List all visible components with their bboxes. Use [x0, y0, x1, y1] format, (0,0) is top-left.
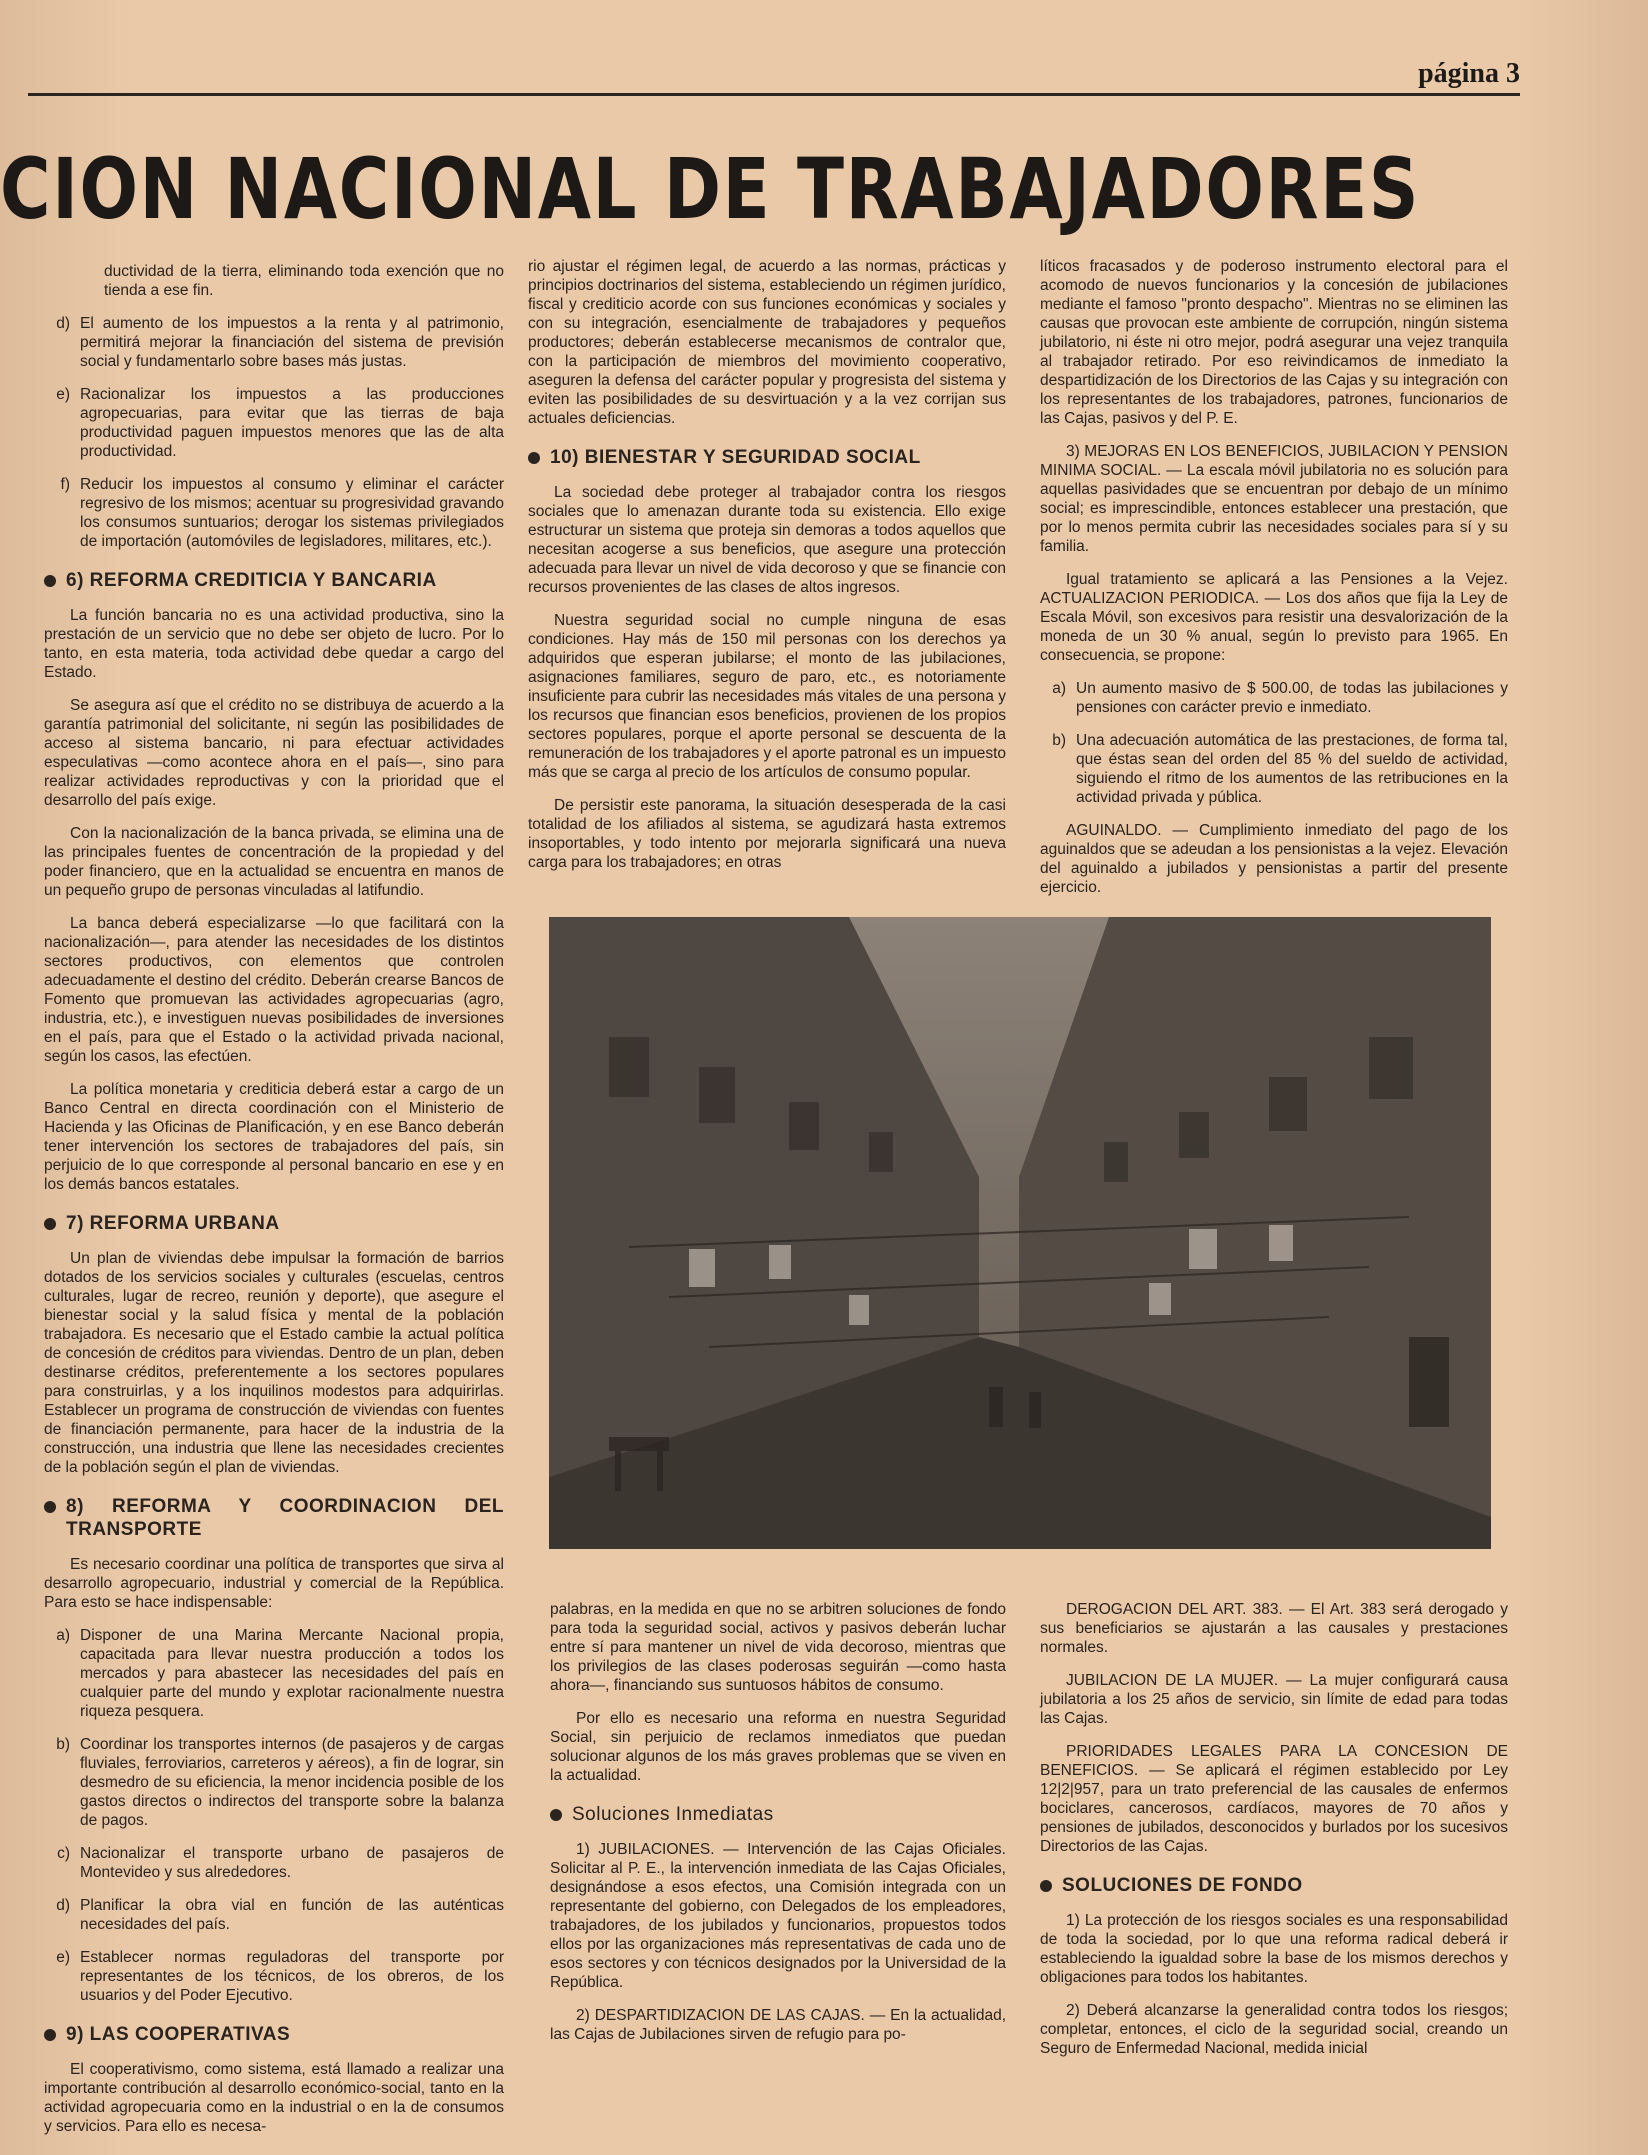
street-photo [549, 917, 1491, 1549]
section-heading: Soluciones Inmediatas [550, 1803, 1006, 1826]
bullet-icon [44, 2029, 56, 2041]
list-item [44, 1844, 504, 1882]
item-text: Disponer de una Marina Mercante Nacional propia, capacitada para llevar nuestra producción a todos los mercados y para abastecer las necesidades del país en cualquier parte del mundo y explotar racionalmente nuestra riqueza pesquera. [80, 1627, 504, 1720]
list-item [44, 1896, 504, 1934]
column-right-top [1040, 257, 1508, 911]
list-item [1040, 679, 1508, 717]
paragraph: El cooperativismo, como sistema, está llamado a realizar una importante contribución al desarrollo económico-social, tanto en la actividad agropecuaria como en la industrial o en la de consumos y servicios. Para ello es necesa- [44, 2061, 504, 2135]
item-label: d) [56, 315, 70, 332]
column-middle-bottom [550, 1600, 1006, 2058]
paragraph: 3) MEJORAS EN LOS BENEFICIOS, JUBILACION Y PENSION MINIMA SOCIAL. — La escala móvil jubilatoria no es solución para aquellas pasividades que se encuentran por debajo de un mínimo social; es imprescindible, entonces establecer una prestación, que por lo menos permita cubrir las necesidades sociales para sí y su familia. [1040, 443, 1508, 555]
section-heading: SOLUCIONES DE FONDO [1040, 1874, 1508, 1897]
paragraph: Un plan de viviendas debe impulsar la formación de barrios dotados de los servicios sociales y culturales (escuelas, centros culturales, lugar de recreo, reunión y deporte), que asegure el bienestar social y la salud física y mental de la población trabajadora. Es necesario que el Estado cambie la actual política de concesión de créditos para viviendas. Dentro de un plan, deben destinarse créditos, preferentemente a los sectores populares para construirlas, y a los inquilinos modestos para adquirirlas. Establecer un programa de construcción de viviendas con fuentes de financiación permanente, para hacer de la industria de la construcción, una industria que llene las necesidades crecientes de la población según el plan de viviendas. [44, 1250, 504, 1476]
column-middle-top [528, 257, 1006, 886]
list-item [1040, 731, 1508, 807]
list-item [44, 475, 504, 551]
paragraph: líticos fracasados y de poderoso instrumento electoral para el acomodo de nuevos funcionarios y la concesión de jubilaciones mediante el famoso "pronto despacho". Mientras no se eliminen las causas que provocan este ambiente de corrupción, ningún sistema jubilatorio, ni éste ni otro mejor, podrá asegurar una vejez tranquila al trabajador retirado. Por eso reivindicamos de inmediato la despartidización de los Directorios de las Cajas y su integración con los representantes de los trabajadores, patrones, funcionarios de las Cajas, pasivos y del P. E. [1040, 258, 1508, 427]
photo-illustration [549, 917, 1491, 1549]
paragraph: La sociedad debe proteger al trabajador contra los riesgos sociales que lo amenazan durante toda su existencia. Ello exige estructurar un sistema que proteja sin demoras a todos aquellos que necesitan acogerse a sus beneficios, que asegure una protección adecuada para llevar un nivel de vida decoroso y que se financie con recursos provenientes de las clases de altos ingresos. [528, 484, 1006, 596]
bullet-icon [550, 1809, 562, 1821]
paragraph: PRIORIDADES LEGALES PARA LA CONCESION DE BENEFICIOS. — Se aplicará el régimen establecido por Ley 12|2|957, para un trato preferencial de las causales de enfermos bociclares, cancerosos, cardíacos, mayores de 70 años y pensiones de jubilados, desconocidos y burlados por los sucesivos Directorios de las Cajas. [1040, 1743, 1508, 1855]
paragraph: AGUINALDO. — Cumplimiento inmediato del pago de los aguinaldos que se adeudan a los pensionistas a la vejez. Elevación del aguinaldo a jubilados y pensionistas a partir del presente ejercicio. [1040, 822, 1508, 896]
paragraph: palabras, en la medida en que no se arbitren soluciones de fondo para toda la seguridad social, activos y pasivos deberán luchar entre sí para mantener un nivel de vida decoroso, mientras que los privilegios de las clases poderosas seguirán —como hasta ahora—, financiando sus suntuosos hábitos de consumo. [550, 1601, 1006, 1694]
item-text: Nacionalizar el transporte urbano de pasajeros de Montevideo y sus alrededores. [80, 1845, 504, 1881]
item-label: a) [56, 1627, 70, 1644]
item-text: Coordinar los transportes internos (de pasajeros y de cargas fluviales, ferroviarios, carreteros y aéreos), a fin de lograr, sin desmedro de su eficiencia, la menor incidencia posible de los gastos directos o indirectos del transporte sobre la balanza de pagos. [80, 1736, 504, 1829]
list-item [44, 1948, 504, 2005]
item-text: Un aumento masivo de $ 500.00, de todas las jubilaciones y pensiones con carácter previo e inmediato. [1076, 680, 1508, 716]
item-label: e) [56, 1949, 70, 1966]
bullet-icon [44, 1501, 56, 1513]
headline: CION NACIONAL DE TRABAJADORES [0, 140, 1421, 238]
page-number: página 3 [1418, 58, 1520, 89]
item-text: Reducir los impuestos al consumo y eliminar el carácter regresivo de los mismos; acentuar su progresividad gravando los consumos suntuarios; derogar los sistemas privilegiados de importación (automóviles de legisladores, militares, etc.). [80, 476, 504, 550]
paragraph: 1) JUBILACIONES. — Intervención de las Cajas Oficiales. Solicitar al P. E., la intervención inmediata de las Cajas Oficiales, designándose a esos efectos, una Comisión integrada con un representante del gobierno, con Delegados de los empleadores, trabajadores, de los jubilados y funcionarios, propuestos todos ellos por las organizaciones más representativas de cada uno de esos sectores y con técnicos designados por la Universidad de la República. [550, 1841, 1006, 1991]
paragraph: 2) Deberá alcanzarse la generalidad contra todos los riesgos; completar, entonces, el ciclo de la seguridad social, creando un Seguro de Enfermedad Nacional, medida inicial [1040, 2002, 1508, 2057]
section-heading: 9) LAS COOPERATIVAS [44, 2023, 504, 2046]
paragraph: La función bancaria no es una actividad productiva, sino la prestación de un servicio que no debe ser objeto de lucro. Por lo tanto, en esta materia, toda actividad debe quedar a cargo del Estado. [44, 607, 504, 681]
list-item [44, 314, 504, 371]
paragraph: Por ello es necesario una reforma en nuestra Seguridad Social, sin perjuicio de reclamos inmediatos que puedan solucionar algunos de los más graves problemas que se viven en la actualidad. [550, 1710, 1006, 1784]
column-right-bottom [1040, 1600, 1508, 2072]
item-text: Establecer normas reguladoras del transporte por representantes de los técnicos, de los obreros, de los usuarios y del Poder Ejecutivo. [80, 1949, 504, 2004]
paragraph: La política monetaria y crediticia deberá estar a cargo de un Banco Central en directa coordinación con el Ministerio de Hacienda y las Oficinas de Planificación, y en ese Banco deberán tener intervención los sectores de trabajadores del país, sin perjuicio de lo que corresponde al personal bancario en ese y en los demás bancos estatales. [44, 1081, 504, 1193]
paragraph: Se asegura así que el crédito no se distribuya de acuerdo a la garantía patrimonial del solicitante, ni según las posibilidades de acceso al sistema bancario, ni para efectuar actividades especulativas —como acontece ahora en el país—, sino para realizar actividades reproductivas y con la prioridad que el desarrollo del país exige. [44, 697, 504, 809]
paragraph: 2) DESPARTIDIZACION DE LAS CAJAS. — En la actualidad, las Cajas de Jubilaciones sirven de refugio para po- [550, 2007, 1006, 2043]
item-label: e) [56, 386, 70, 403]
section-heading: 10) BIENESTAR Y SEGURIDAD SOCIAL [528, 446, 1006, 469]
item-label: c) [57, 1845, 70, 1862]
paragraph: La banca deberá especializarse —lo que facilitará con la nacionalización—, para atender las necesidades de los distintos sectores productivos, con elementos que controlen adecuadamente el destino del crédito. Deberán crearse Bancos de Fomento que promuevan las actividades agropecuarias (agro, industria, etc.), e investiguen nuevas posibilidades de inversiones en el país, para que el Estado o la actividad privada nacional, según los casos, las efectúen. [44, 915, 504, 1065]
item-label: d) [56, 1897, 70, 1914]
column-left [44, 262, 504, 2150]
list-item [44, 1626, 504, 1721]
item-label: a) [1052, 680, 1066, 697]
item-label: b) [1052, 732, 1066, 749]
list-item [44, 385, 504, 461]
header-rule [28, 93, 1520, 96]
paragraph: 1) La protección de los riesgos sociales es una responsabilidad de toda la sociedad, por lo que una reforma radical deberá ir estableciendo la igualdad sobre la base de los mismos derechos y obligaciones para todos los habitantes. [1040, 1912, 1508, 1986]
paragraph: Nuestra seguridad social no cumple ninguna de esas condiciones. Hay más de 150 mil personas con los derechos ya adquiridos que esperan jubilarse; el monto de las jubilaciones, asignaciones familiares, seguro de paro, etc., es notoriamente insuficiente para cubrir las necesidades más vitales de una persona y los recursos que financian esos beneficios, provienen de los propios sectores populares, porque el aporte personal se descuenta de la remuneración de los trabajadores y el aporte patronal es un impuesto más que se carga al precio de los artículos de consumo popular. [528, 612, 1006, 781]
paragraph: De persistir este panorama, la situación desesperada de la casi totalidad de los afiliados al sistema, se agudizará hasta extremos insoportables, y todo intento por mejorarla significará una nueva carga para los trabajadores; en otras [528, 797, 1006, 871]
bullet-icon [528, 452, 540, 464]
list-item [44, 1735, 504, 1830]
item-text: Racionalizar los impuestos a las producciones agropecuarias, para evitar que las tierras de baja productividad paguen impuestos menores que las de alta productividad. [80, 386, 504, 460]
item-text: Una adecuación automática de las prestaciones, de forma tal, que éstas sean del orden del 85 % del sueldo de actividad, siguiendo el ritmo de los aumentos de las retribuciones en la actividad privada y pública. [1076, 732, 1508, 806]
section-heading: 7) REFORMA URBANA [44, 1212, 504, 1235]
bullet-icon [1040, 1880, 1052, 1892]
section-heading: 6) REFORMA CREDITICIA Y BANCARIA [44, 569, 504, 592]
paragraph: rio ajustar el régimen legal, de acuerdo a las normas, prácticas y principios doctrinarios del sistema, estableciendo un régimen jurídico, fiscal y crediticio acorde con sus funciones económicas y sociales y con su integración, esencialmente de trabajadores y pequeños productores; deberán establecerse mecanismos de contralor que, con la participación de miembros del movimiento cooperativo, aseguren la defensa del carácter popular y progresista del sistema y eviten las posibilidades de su desvirtuación y a la vez corrijan sus actuales deficiencias. [528, 258, 1006, 427]
bullet-icon [44, 575, 56, 587]
bullet-icon [44, 1218, 56, 1230]
paragraph: Con la nacionalización de la banca privada, se elimina una de las principales fuentes de concentración de la propiedad y del poder financiero, que en la actualidad se encuentra en manos de un pequeño grupo de personas vinculadas al latifundio. [44, 825, 504, 899]
paragraph: DEROGACION DEL ART. 383. — El Art. 383 será derogado y sus beneficiarios se ajustarán a las causales y prestaciones normales. [1040, 1601, 1508, 1656]
section-heading: 8) REFORMA Y COORDINACION DEL TRANSPORTE [44, 1495, 504, 1541]
item-text: Planificar la obra vial en función de las auténticas necesidades del país. [80, 1897, 504, 1933]
item-label: f) [60, 476, 70, 493]
paragraph: Igual tratamiento se aplicará a las Pensiones a la Vejez. ACTUALIZACION PERIODICA. — Los dos años que fija la Ley de Escala Móvil, son excesivos para resistir una desvalorización de la moneda de un 30 % anual, según lo previsto para 1965. En consecuencia, se propone: [1040, 571, 1508, 664]
paragraph: Es necesario coordinar una política de transportes que sirva al desarrollo agropecuario, industrial y comercial de la República. Para esto se hace indispensable: [44, 1556, 504, 1611]
item-text: El aumento de los impuestos a la renta y al patrimonio, permitirá mejorar la financiación del sistema de previsión social y fundamentarlo sobre bases más justas. [80, 315, 504, 370]
item-label: b) [56, 1736, 70, 1753]
paragraph: JUBILACION DE LA MUJER. — La mujer configurará causa jubilatoria a los 25 años de servicio, sin límite de edad para todas las Cajas. [1040, 1672, 1508, 1727]
paragraph: ductividad de la tierra, eliminando toda exención que no tienda a ese fin. [104, 263, 504, 299]
